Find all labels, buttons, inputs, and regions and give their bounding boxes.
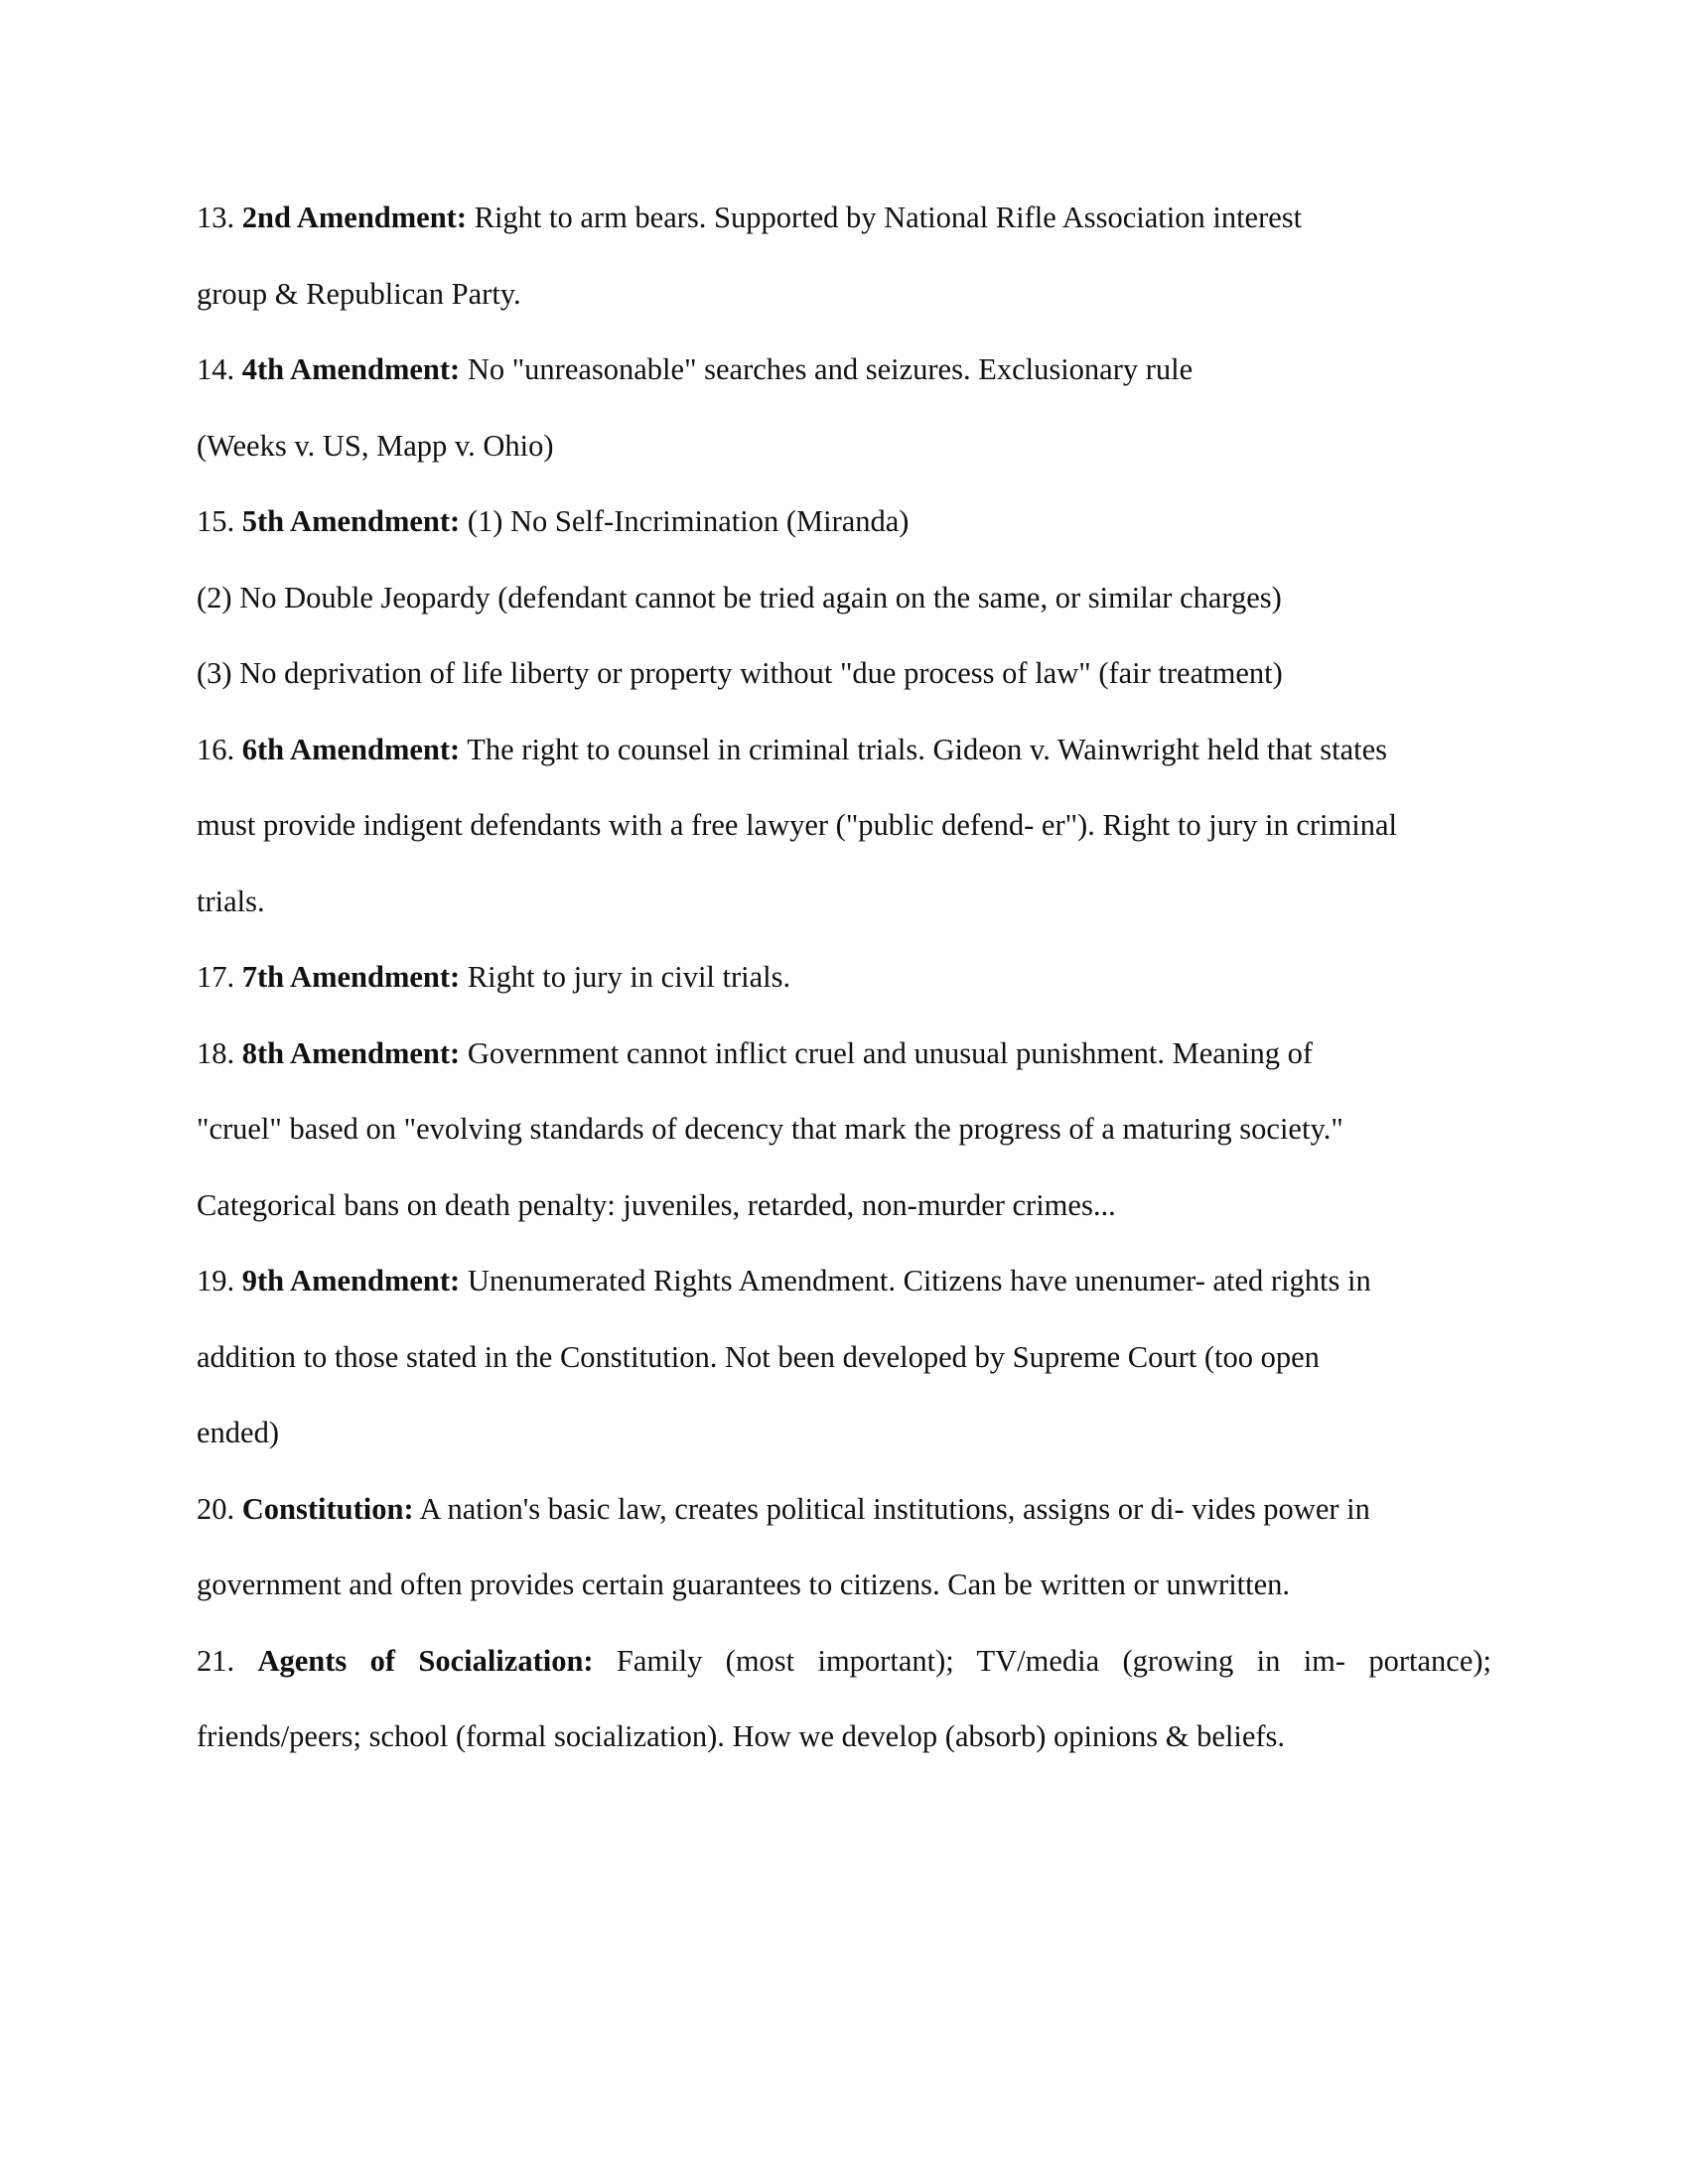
item-text: group & Republican Party. [197,276,521,311]
item-number: 21. [197,1643,235,1678]
item-text: Unenumerated Rights Amendment. Citizens have unenumer- ated rights in [460,1264,1371,1297]
item-text: A nation's basic law, creates political institutions, assigns or di- vides power in [413,1491,1370,1526]
item-number: 20. [197,1491,235,1526]
item-14-line-2 [197,420,1491,496]
item-text: must provide indigent defendants with a free lawyer ("public defend- er"). Right to jury in criminal [197,808,1397,842]
item-term: 9th Amendment: [241,1264,461,1297]
item-text: friends/peers; school (formal socialization). How we develop (absorb) opinions & beliefs. [197,1719,1286,1753]
item-13-line-2 [197,268,1491,344]
item-text: Family (most important); TV/media (growing in im- portance); [593,1643,1491,1678]
item-19-line-1 [197,1255,1491,1331]
item-text: (1) No Self-Incrimination (Miranda) [460,504,910,538]
item-text: (2) No Double Jeopardy (defendant cannot be tried again on the same, or similar charges) [197,580,1282,614]
item-term: 6th Amendment: [241,732,461,766]
item-18-line-3 [197,1179,1491,1256]
item-term: Constitution: [241,1491,414,1526]
item-term: 8th Amendment: [241,1035,461,1070]
item-text: ended) [197,1416,279,1449]
item-text: The right to counsel in criminal trials. Gideon v. Wainwright held that states [460,732,1388,766]
item-14-line-1 [197,343,1491,420]
item-number: 19. [197,1264,235,1297]
item-text: trials. [197,884,265,918]
item-17-line-1 [197,951,1491,1027]
item-term: Agents of Socialization: [257,1643,594,1678]
item-16-line-1 [197,724,1491,800]
item-number: 14. [197,352,235,386]
item-16-line-3 [197,876,1491,952]
item-18-line-1 [197,1027,1491,1104]
item-text: Categorical bans on death penalty: juveniles, retarded, non-murder crimes... [197,1187,1116,1222]
item-text: government and often provides certain guarantees to citizens. Can be written or unwritten. [197,1568,1291,1601]
item-text: (3) No deprivation of life liberty or property without "due process of law" (fair treatment) [197,656,1283,690]
item-term: 5th Amendment: [241,504,461,538]
item-16-line-2 [197,799,1491,876]
item-number: 17. [197,960,235,994]
item-13-line-1 [197,192,1491,268]
item-15-line-3 [197,647,1491,724]
item-text: Government cannot inflict cruel and unusual punishment. Meaning of [460,1035,1314,1070]
item-20-line-2 [197,1559,1491,1635]
item-21-line-1 [197,1635,1491,1711]
item-20-line-1 [197,1483,1491,1560]
item-term: 4th Amendment: [241,352,461,386]
item-text: (Weeks v. US, Mapp v. Ohio) [197,428,554,463]
item-18-line-2 [197,1103,1491,1179]
item-term: 2nd Amendment: [241,201,467,234]
item-15-line-2 [197,572,1491,648]
item-text: "cruel" based on "evolving standards of decency that mark the progress of a maturing society." [197,1112,1343,1146]
item-number: 15. [197,504,235,538]
item-text: Right to arm bears. Supported by National Rifle Association interest [466,201,1303,234]
item-term: 7th Amendment: [241,960,461,994]
item-number: 16. [197,732,235,766]
item-number: 13. [197,201,235,234]
item-19-line-3 [197,1407,1491,1483]
item-number: 18. [197,1035,235,1070]
item-text: Right to jury in civil trials. [460,960,791,994]
item-text: addition to those stated in the Constitution. Not been developed by Supreme Court (too open [197,1339,1320,1374]
item-19-line-2 [197,1331,1491,1408]
document-page [197,192,1491,1787]
item-21-line-2 [197,1710,1491,1787]
item-text: No "unreasonable" searches and seizures. Exclusionary rule [460,352,1194,386]
item-15-line-1 [197,495,1491,572]
